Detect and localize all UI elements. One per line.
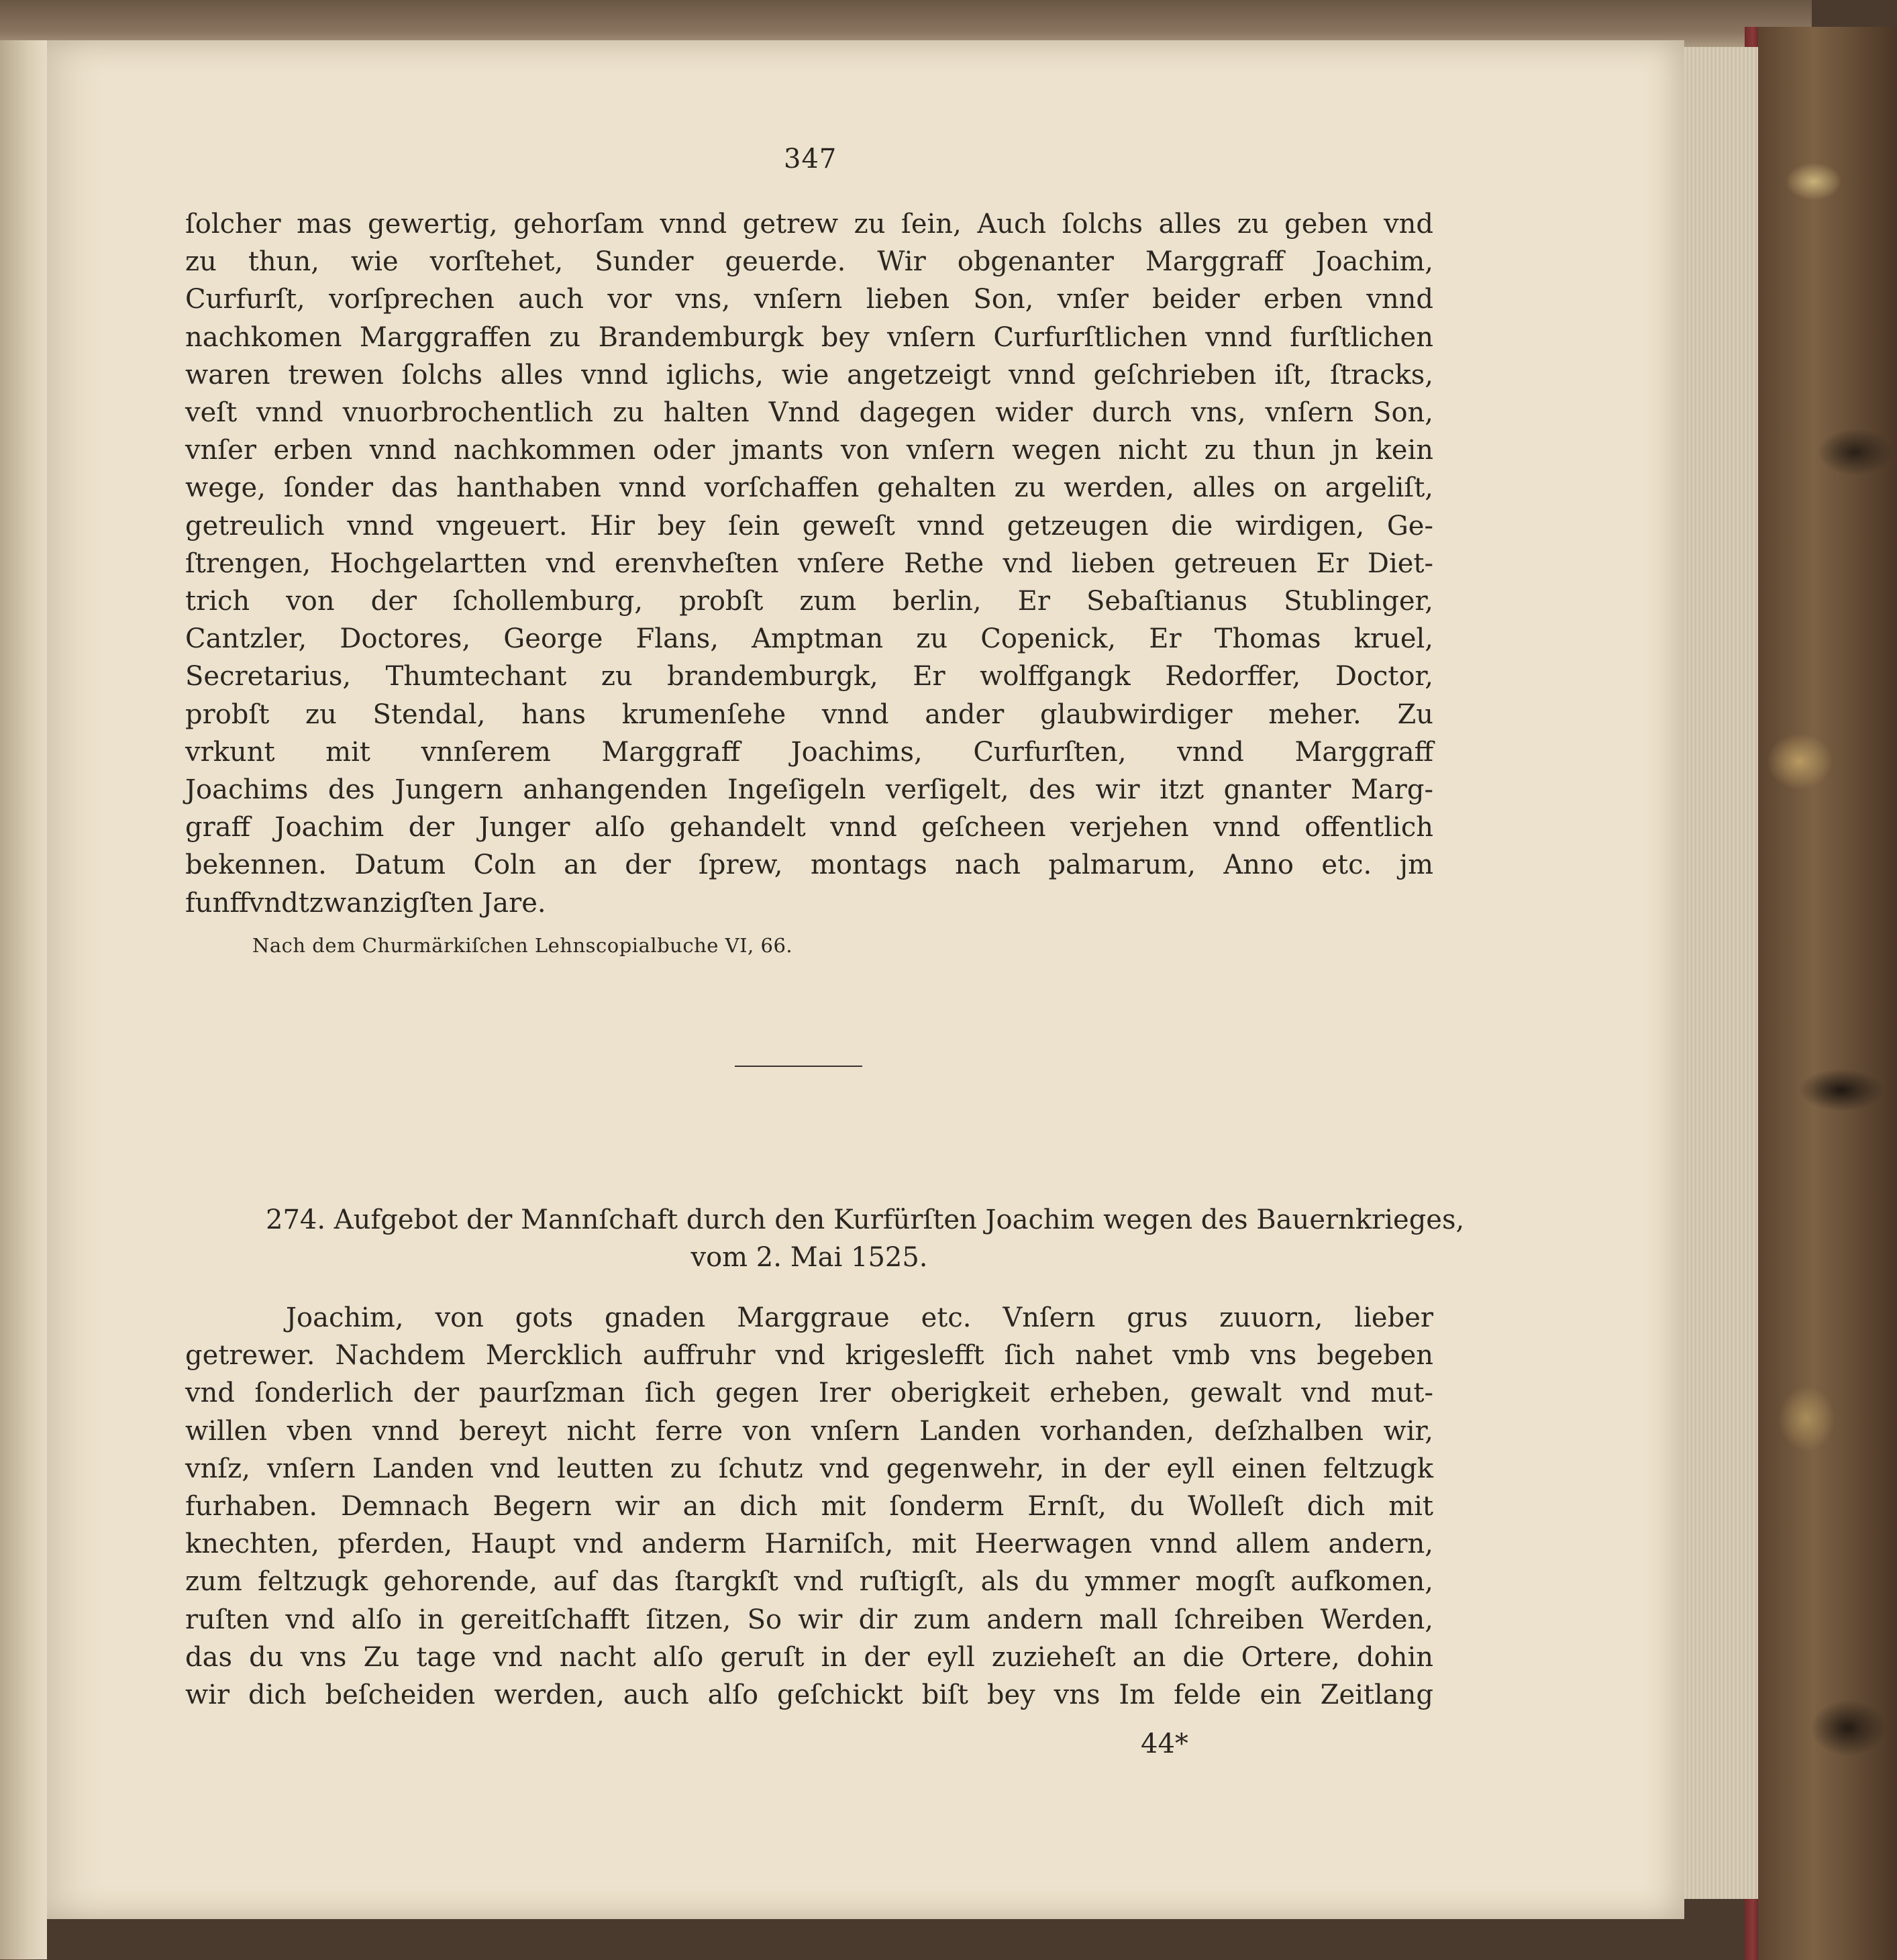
- text-line: das du vns Zu tage vnd nacht alſo geruſt in der eyll zuzieheſt an die Ortere, dohin: [185, 1641, 1433, 1673]
- text-line: ruſten vnd alſo in gereitſchafft ſitzen, So wir dir zum andern mall ſchreiben Werden,: [185, 1604, 1433, 1635]
- text-line: vnd ſonderlich der paurſzman ſich gegen Irer oberigkeit erheben, gewalt vnd mut-: [185, 1378, 1433, 1409]
- text-line: Joachims des Jungern anhangenden Ingeſigeln verſigelt, des wir itzt gnanter Marg-: [185, 774, 1433, 806]
- document-body-top: [185, 205, 1433, 922]
- text-line: vnſz, vnſern Landen vnd leutten zu ſchutz vnd gegenwehr, in der eyll einen feltzugk: [185, 1453, 1433, 1484]
- heading-date: vom 2. Mai 1525.: [690, 1242, 928, 1273]
- source-note: Nach dem Churmärkiſchen Lehnscopialbuche VI, 66.: [252, 934, 793, 957]
- text-line: ſtrengen, Hochgelartten vnd erenvheſten vnſere Rethe vnd lieben getreuen Er Diet-: [185, 548, 1433, 579]
- text-line: wege, ſonder das hanthaben vnnd vorſchaffen gehalten zu werden, alles on argeliſt,: [185, 472, 1433, 504]
- text-line: graff Joachim der Junger alſo gehandelt vnnd geſcheen verjehen vnnd offentlich: [185, 812, 1433, 843]
- text-line: vnſer erben vnnd nachkommen oder jmants von vnſern wegen nicht zu thun jn kein: [185, 435, 1433, 466]
- text-line: funffvndtzwanzigſten Jare.: [185, 887, 546, 919]
- page-stack-edge: [1678, 47, 1758, 1899]
- printer-signature: 44*: [1141, 1729, 1188, 1759]
- text-line: waren trewen ſolchs alles vnnd iglichs, wie angetzeigt vnnd geſchrieben iſt, ſtracks,: [185, 359, 1433, 391]
- text-line: wir dich beſcheiden werden, auch alſo geſchickt biſt bey vns Im felde ein Zeitlang: [185, 1680, 1433, 1711]
- text-line: getrewer. Nachdem Mercklich auffruhr vnd krigeslefft ſich nahet vmb vns begeben: [185, 1340, 1433, 1372]
- text-line: Cantzler, Doctores, George Flans, Amptman zu Copenick, Er Thomas kruel,: [185, 623, 1433, 655]
- text-line: bekennen. Datum Coln an der ſprew, montags nach palmarum, Anno etc. jm: [185, 849, 1433, 881]
- text-line: probſt zu Stendal, hans krumenſehe vnnd ander glaubwirdiger meher. Zu: [185, 699, 1433, 730]
- text-line: veſt vnnd vnuorbrochentlich zu halten Vnnd dagegen wider durch vns, vnſern Son,: [185, 397, 1433, 429]
- text-line: Joachim, von gots gnaden Marggraue etc. Vnſern grus zuuorn, lieber: [286, 1302, 1433, 1333]
- page-number: 347: [784, 144, 837, 174]
- text-line: trich von der ſchollemburg, probſt zum berlin, Er Sebaſtianus Stublinger,: [185, 586, 1433, 617]
- text-line: Curfurſt, vorſprechen auch vor vns, vnſern lieben Son, vnſer beider erben vnnd: [185, 284, 1433, 315]
- text-line: vrkunt mit vnnſerem Marggraff Joachims, Curfurſten, vnnd Marggraff: [185, 736, 1433, 768]
- text-line: zum feltzugk gehorende, auf das ſtargkſt vnd ruſtigſt, als du ymmer mogſt aufkomen,: [185, 1566, 1433, 1598]
- text-line: furhaben. Demnach Begern wir an dich mit ſonderm Ernſt, du Wolleſt dich mit: [185, 1491, 1433, 1523]
- text-line: willen vben vnnd bereyt nicht ferre von vnſern Landen vorhanden, deſzhalben wir,: [185, 1415, 1433, 1447]
- text-line: zu thun, wie vorſtehet, Sunder geuerde. Wir obgenanter Marggraff Joachim,: [185, 246, 1433, 278]
- text-line: Secretarius, Thumtechant zu brandemburgk, Er wolffgangk Redorffer, Doctor,: [185, 661, 1433, 692]
- text-line: ſolcher mas gewertig, gehorſam vnnd getrew zu ſein, Auch ſolchs alles zu geben vnd: [185, 209, 1433, 240]
- text-line: nachkomen Marggraffen zu Brandemburgk bey vnſern Curfurſtlichen vnnd furſtlichen: [185, 321, 1433, 353]
- marbled-endpaper: [1758, 27, 1897, 1960]
- document-heading: [185, 1201, 1465, 1276]
- text-line: knechten, pferden, Haupt vnd anderm Harniſch, mit Heerwagen vnnd allem andern,: [185, 1529, 1433, 1560]
- heading-line: 274. Aufgebot der Mannſchaft durch den Kurfürſten Joachim wegen des Bauernkrieges,: [266, 1204, 1465, 1235]
- facing-page-edge: [0, 40, 47, 1959]
- section-divider: [735, 1066, 862, 1067]
- text-line: getreulich vnnd vngeuert. Hir bey ſein geweſt vnnd getzeugen die wirdigen, Ge-: [185, 510, 1433, 541]
- document-body-bottom: [185, 1299, 1433, 1714]
